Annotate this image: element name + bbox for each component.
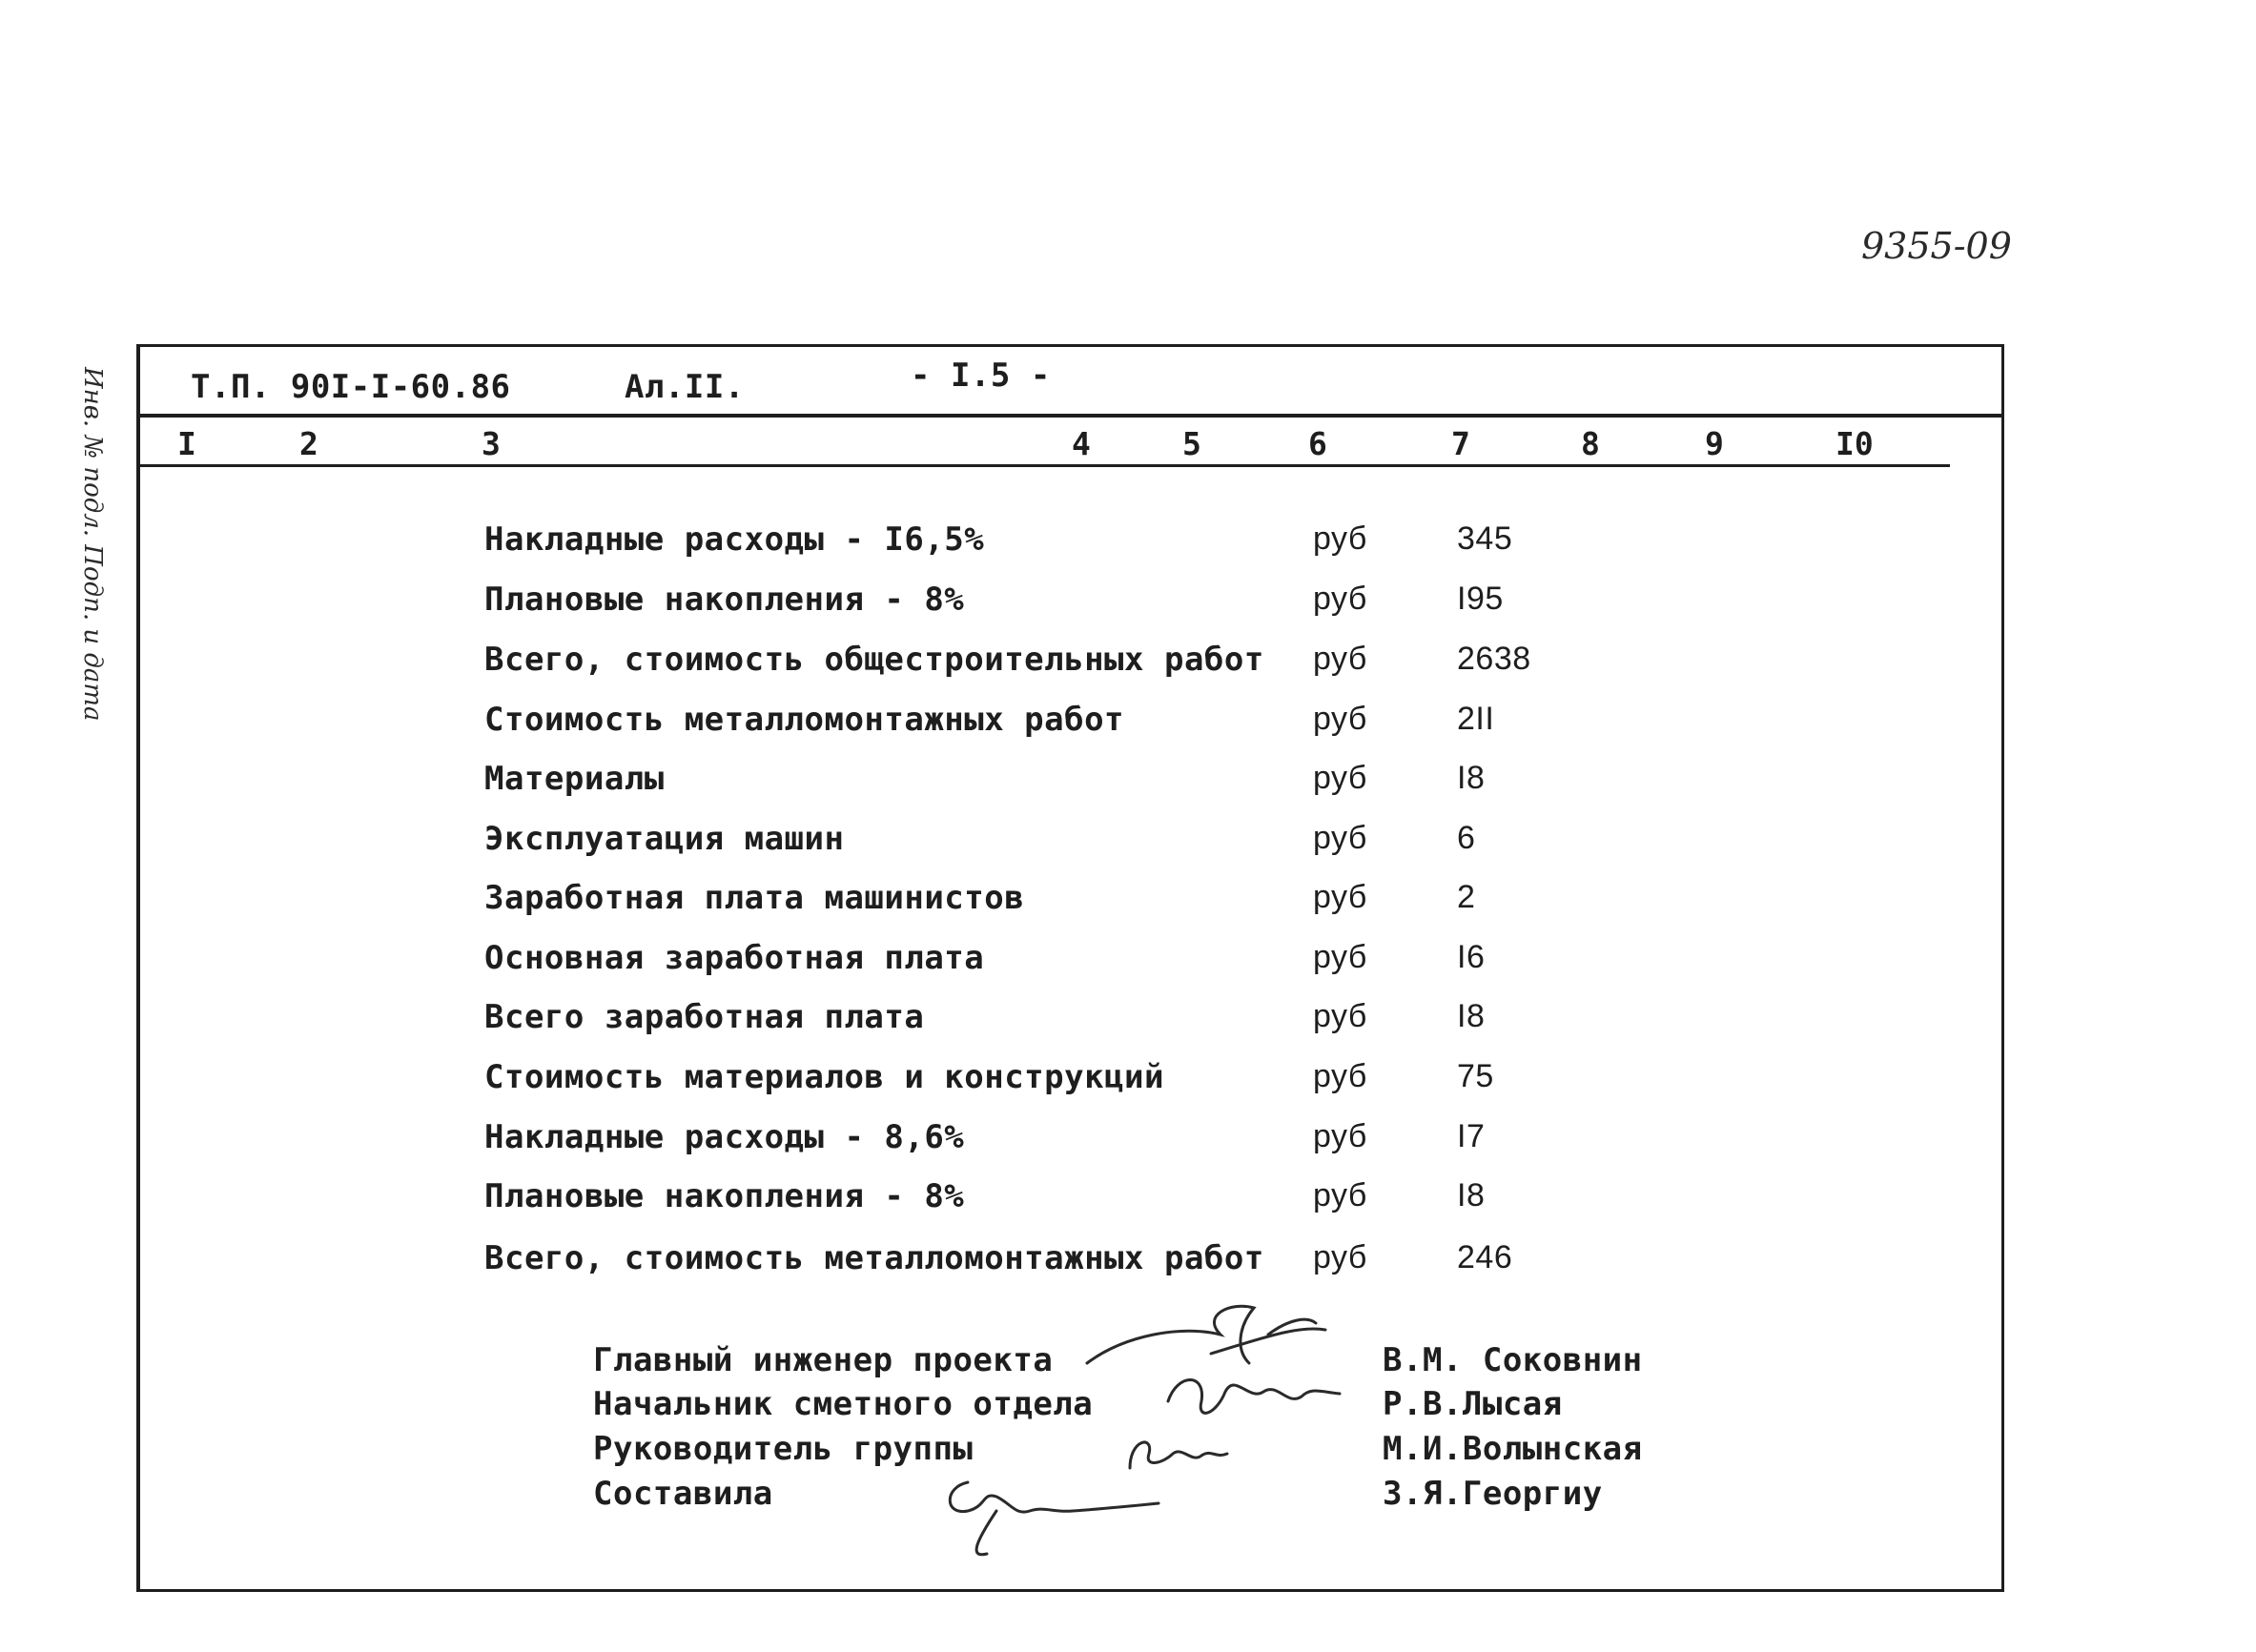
column-numbers-divider: [138, 464, 1950, 467]
row-name: Заработная плата машинистов: [484, 879, 1025, 917]
column-number: 2: [299, 425, 318, 462]
table-row: [0, 1239, 2256, 1287]
table-row: [0, 581, 2256, 628]
table-row: [0, 641, 2256, 688]
row-value: I8: [1457, 998, 1486, 1034]
corner-number: 9355-09: [1861, 225, 2012, 267]
row-unit: руб: [1313, 1177, 1367, 1214]
album-label: Ал.II.: [625, 368, 745, 406]
table-row: [0, 760, 2256, 807]
column-number: I0: [1836, 425, 1874, 462]
column-number: 3: [482, 425, 501, 462]
margin-note: Инв. № подл. Подп. и дата: [78, 367, 107, 722]
signature-scribble-4: [939, 1463, 1187, 1568]
row-value: I95: [1457, 581, 1504, 617]
row-value: 246: [1457, 1239, 1513, 1275]
row-name: Стоимость металломонтажных работ: [484, 701, 1125, 739]
row-unit: руб: [1313, 1118, 1367, 1154]
column-number: 4: [1072, 425, 1091, 462]
signer-role: Главный инженер проекта: [593, 1341, 1054, 1379]
row-value: 2: [1457, 879, 1476, 915]
row-value: 345: [1457, 520, 1513, 557]
table-row: [0, 879, 2256, 927]
row-name: Накладные расходы - I6,5%: [484, 520, 985, 559]
row-value: 75: [1457, 1058, 1494, 1094]
row-value: I8: [1457, 760, 1486, 796]
table-row: [0, 998, 2256, 1046]
table-row: [0, 820, 2256, 867]
table-row: [0, 1177, 2256, 1225]
signer-name: Р.В.Лысая: [1383, 1385, 1563, 1423]
signature-row: [0, 1385, 2256, 1429]
row-name: Накладные расходы - 8,6%: [484, 1118, 965, 1156]
column-number: 6: [1308, 425, 1327, 462]
row-value: I6: [1457, 939, 1486, 975]
row-unit: руб: [1313, 1239, 1367, 1275]
row-unit: руб: [1313, 760, 1367, 796]
row-unit: руб: [1313, 939, 1367, 975]
row-unit: руб: [1313, 701, 1367, 737]
row-name: Всего заработная плата: [484, 998, 925, 1036]
signer-name: З.Я.Георгиу: [1383, 1475, 1603, 1513]
page-number: - I.5 -: [911, 357, 1051, 395]
column-number: 5: [1182, 425, 1201, 462]
signer-role: Составила: [593, 1475, 773, 1513]
signer-name: В.М. Соковнин: [1383, 1341, 1643, 1379]
signature-scribble-2: [1159, 1363, 1349, 1430]
row-name: Эксплуатация машин: [484, 820, 845, 858]
signer-role: Руководитель группы: [593, 1430, 974, 1468]
row-name: Плановые накопления - 8%: [484, 1177, 965, 1215]
table-row: [0, 520, 2256, 568]
signer-role: Начальник сметного отдела: [593, 1385, 1094, 1423]
column-number: I: [177, 425, 196, 462]
doc-code: Т.П. 90I-I-60.86: [191, 368, 511, 406]
row-name: Всего, стоимость металломонтажных работ: [484, 1239, 1264, 1277]
column-number: 8: [1581, 425, 1600, 462]
row-value: I8: [1457, 1177, 1486, 1214]
table-row: [0, 939, 2256, 987]
column-number: 7: [1451, 425, 1470, 462]
row-unit: руб: [1313, 998, 1367, 1034]
row-value: 2II: [1457, 701, 1495, 737]
row-value: 6: [1457, 820, 1476, 856]
table-row: [0, 701, 2256, 748]
row-unit: руб: [1313, 520, 1367, 557]
column-number: 9: [1705, 425, 1724, 462]
row-unit: руб: [1313, 879, 1367, 915]
signer-name: М.И.Волынская: [1383, 1430, 1643, 1468]
row-value: I7: [1457, 1118, 1486, 1154]
row-name: Всего, стоимость общестроительных работ: [484, 641, 1264, 679]
row-unit: руб: [1313, 581, 1367, 617]
row-name: Плановые накопления - 8%: [484, 581, 965, 619]
row-unit: руб: [1313, 1058, 1367, 1094]
row-name: Материалы: [484, 760, 665, 798]
row-unit: руб: [1313, 641, 1367, 677]
row-name: Основная заработная плата: [484, 939, 985, 977]
row-unit: руб: [1313, 820, 1367, 856]
table-row: [0, 1058, 2256, 1106]
row-name: Стоимость материалов и конструкций: [484, 1058, 1164, 1096]
row-value: 2638: [1457, 641, 1531, 677]
header-divider: [138, 414, 2002, 418]
table-row: [0, 1118, 2256, 1166]
